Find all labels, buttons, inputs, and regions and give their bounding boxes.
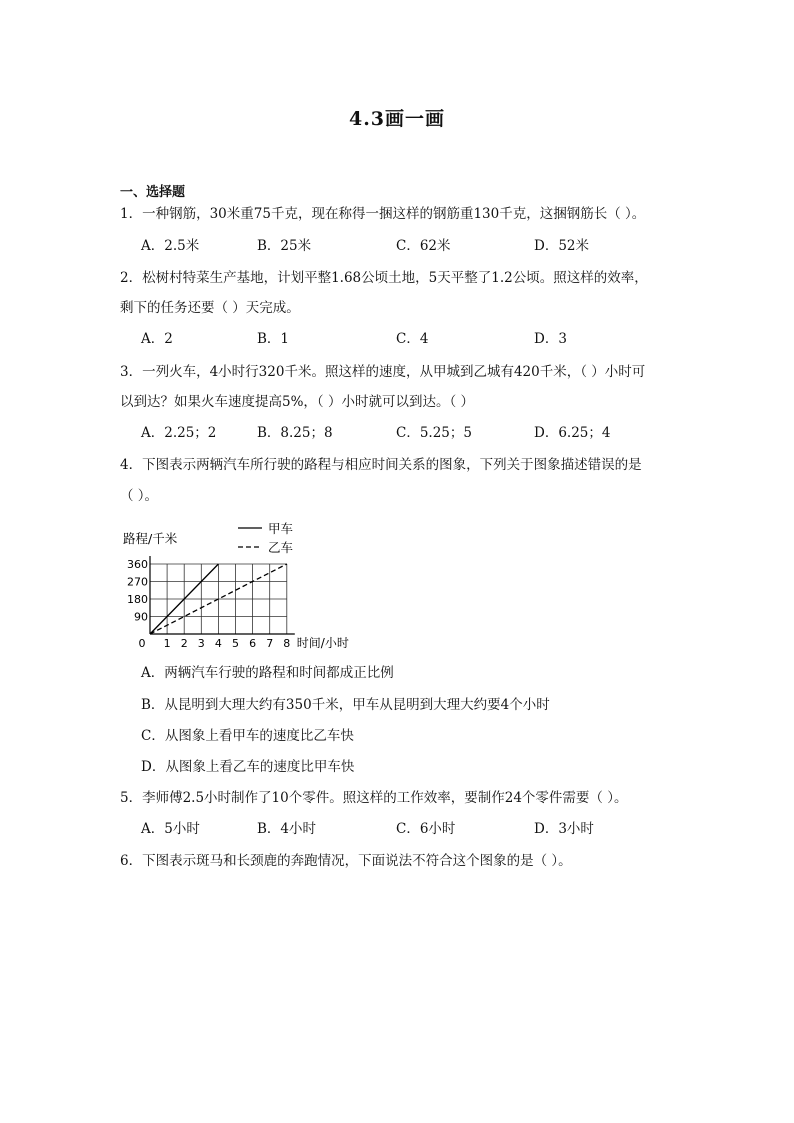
y-tick-label: 360: [127, 558, 148, 571]
x-tick-label: 6: [249, 637, 257, 650]
option-c[interactable]: C．4: [396, 331, 429, 347]
question-3-text-line-1: 3．一列火车，4小时行320千米。照这样的速度，从甲城到乙城有420千米，（ ）小时可: [120, 364, 646, 380]
y-axis-label: 路程/千米: [123, 531, 178, 546]
question-6-text: 6．下图表示斑马和长颈鹿的奔跑情况，下面说法不符合这个图象的是（ ）。: [120, 853, 572, 869]
option-a[interactable]: A．2: [141, 331, 173, 347]
option-b[interactable]: B．1: [257, 331, 290, 347]
option-c[interactable]: C．62米: [396, 238, 451, 254]
question-2-text-line-1: 2．松树村特菜生产基地，计划平整1.68公顷土地，5天平整了1.2公顷。照这样的效率，: [120, 270, 648, 286]
question-4-text-line-1: 4．下图表示两辆汽车所行驶的路程与相应时间关系的图象，下列关于图象描述错误的是: [120, 457, 642, 473]
x-tick-label: 0: [138, 637, 146, 650]
x-axis-label: 时间/小时: [296, 636, 349, 650]
x-tick-label: 8: [283, 637, 291, 650]
question-4-text-line-2: （ ）。: [120, 488, 159, 504]
option-c[interactable]: C．6小时: [396, 821, 456, 837]
question-4-option-a[interactable]: A．两辆汽车行驶的路程和时间都成正比例: [141, 665, 394, 681]
question-4-option-d[interactable]: D．从图象上看乙车的速度比甲车快: [141, 759, 355, 775]
option-d[interactable]: D．6.25；4: [534, 425, 611, 441]
y-tick-label: 180: [127, 593, 148, 606]
x-tick-label: 2: [180, 637, 188, 650]
distance-time-chart: [121, 520, 371, 656]
section-heading: 一、选择题: [120, 185, 186, 200]
question-2-text-line-2: 剩下的任务还要（ ）天完成。: [120, 300, 300, 316]
option-b[interactable]: B．8.25；8: [257, 425, 333, 441]
x-tick-label: 7: [266, 637, 274, 650]
x-tick-label: 5: [232, 637, 239, 650]
x-tick-label: 1: [163, 637, 171, 650]
y-tick-label: 270: [127, 575, 148, 589]
legend-label: 甲车: [268, 521, 294, 536]
option-b[interactable]: B．4小时: [257, 821, 317, 837]
question-5-text: 5．李师傅2.5小时制作了10个零件。照这样的工作效率，要制作24个零件需要（ ）。: [120, 790, 628, 806]
question-1-text: 1．一种钢筋，30米重75千克，现在称得一捆这样的钢筋重130千克，这捆钢筋长（ ）。: [120, 206, 646, 222]
option-a[interactable]: A．2.5米: [141, 238, 200, 254]
option-c[interactable]: C．5.25；5: [396, 425, 472, 441]
chart-labels: [123, 521, 349, 650]
question-4-option-c[interactable]: C．从图象上看甲车的速度比乙车快: [141, 728, 354, 744]
legend-label: 乙车: [268, 540, 294, 555]
option-a[interactable]: A．5小时: [141, 821, 200, 837]
question-4-option-b[interactable]: B．从昆明到大理大约有350千米，甲车从昆明到大理大约要4个小时: [141, 697, 550, 713]
x-tick-label: 3: [197, 637, 205, 650]
y-tick-label: 90: [134, 610, 148, 624]
option-a[interactable]: A．2.25；2: [141, 425, 217, 441]
question-3-text-line-2: 以到达？如果火车速度提高5%，（ ）小时就可以到达。（ ）: [120, 394, 474, 410]
option-d[interactable]: D．52米: [534, 238, 590, 254]
option-b[interactable]: B．25米: [257, 238, 312, 254]
option-d[interactable]: D．3: [534, 331, 567, 347]
page-title: 4.3画一画: [348, 108, 446, 130]
x-tick-label: 4: [214, 637, 222, 650]
option-d[interactable]: D．3小时: [534, 821, 594, 837]
